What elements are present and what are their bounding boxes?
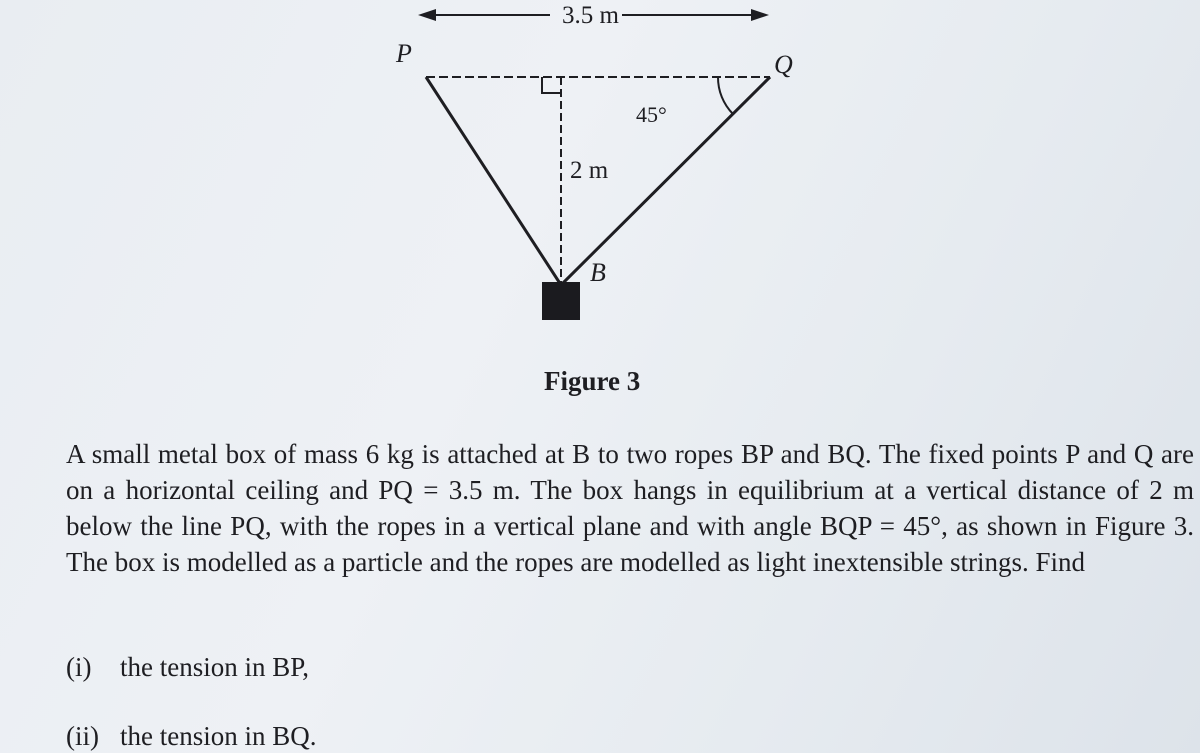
right-angle-marker — [542, 77, 561, 93]
figure-caption: Figure 3 — [544, 366, 641, 396]
metal-box — [542, 282, 580, 320]
part-text: the tension in BQ. — [120, 721, 317, 751]
point-b-label: B — [590, 258, 606, 287]
question-text: A small metal box of mass 6 kg is attached at B to two ropes BP and BQ. The fixed points P and Q are on a horizontal ceiling and PQ = 3.5 m. The box hangs in equilibrium at a vertical distance of 2 m below the line PQ, with the ropes in a vertical plane and with angle BQP = 45°, as shown in Figure 3. The box is modelled as a particle and the ropes are modelled as light inextensible strings. Find — [66, 439, 1194, 577]
part-number: (i) — [66, 652, 92, 682]
dimension-arrow-right — [751, 9, 769, 21]
point-p-label: P — [396, 39, 412, 68]
angle-arc — [718, 77, 733, 114]
part-ii — [66, 723, 317, 750]
part-number: (ii) — [66, 721, 99, 751]
part-i — [66, 654, 309, 681]
dimension-arrow-left — [418, 9, 436, 21]
point-q-label: Q — [774, 50, 793, 79]
part-text: the tension in BP, — [120, 652, 310, 682]
length-label: 3.5 m — [562, 2, 619, 29]
rope-bp — [426, 77, 561, 285]
angle-label: 45° — [636, 102, 667, 127]
height-label: 2 m — [570, 157, 609, 184]
